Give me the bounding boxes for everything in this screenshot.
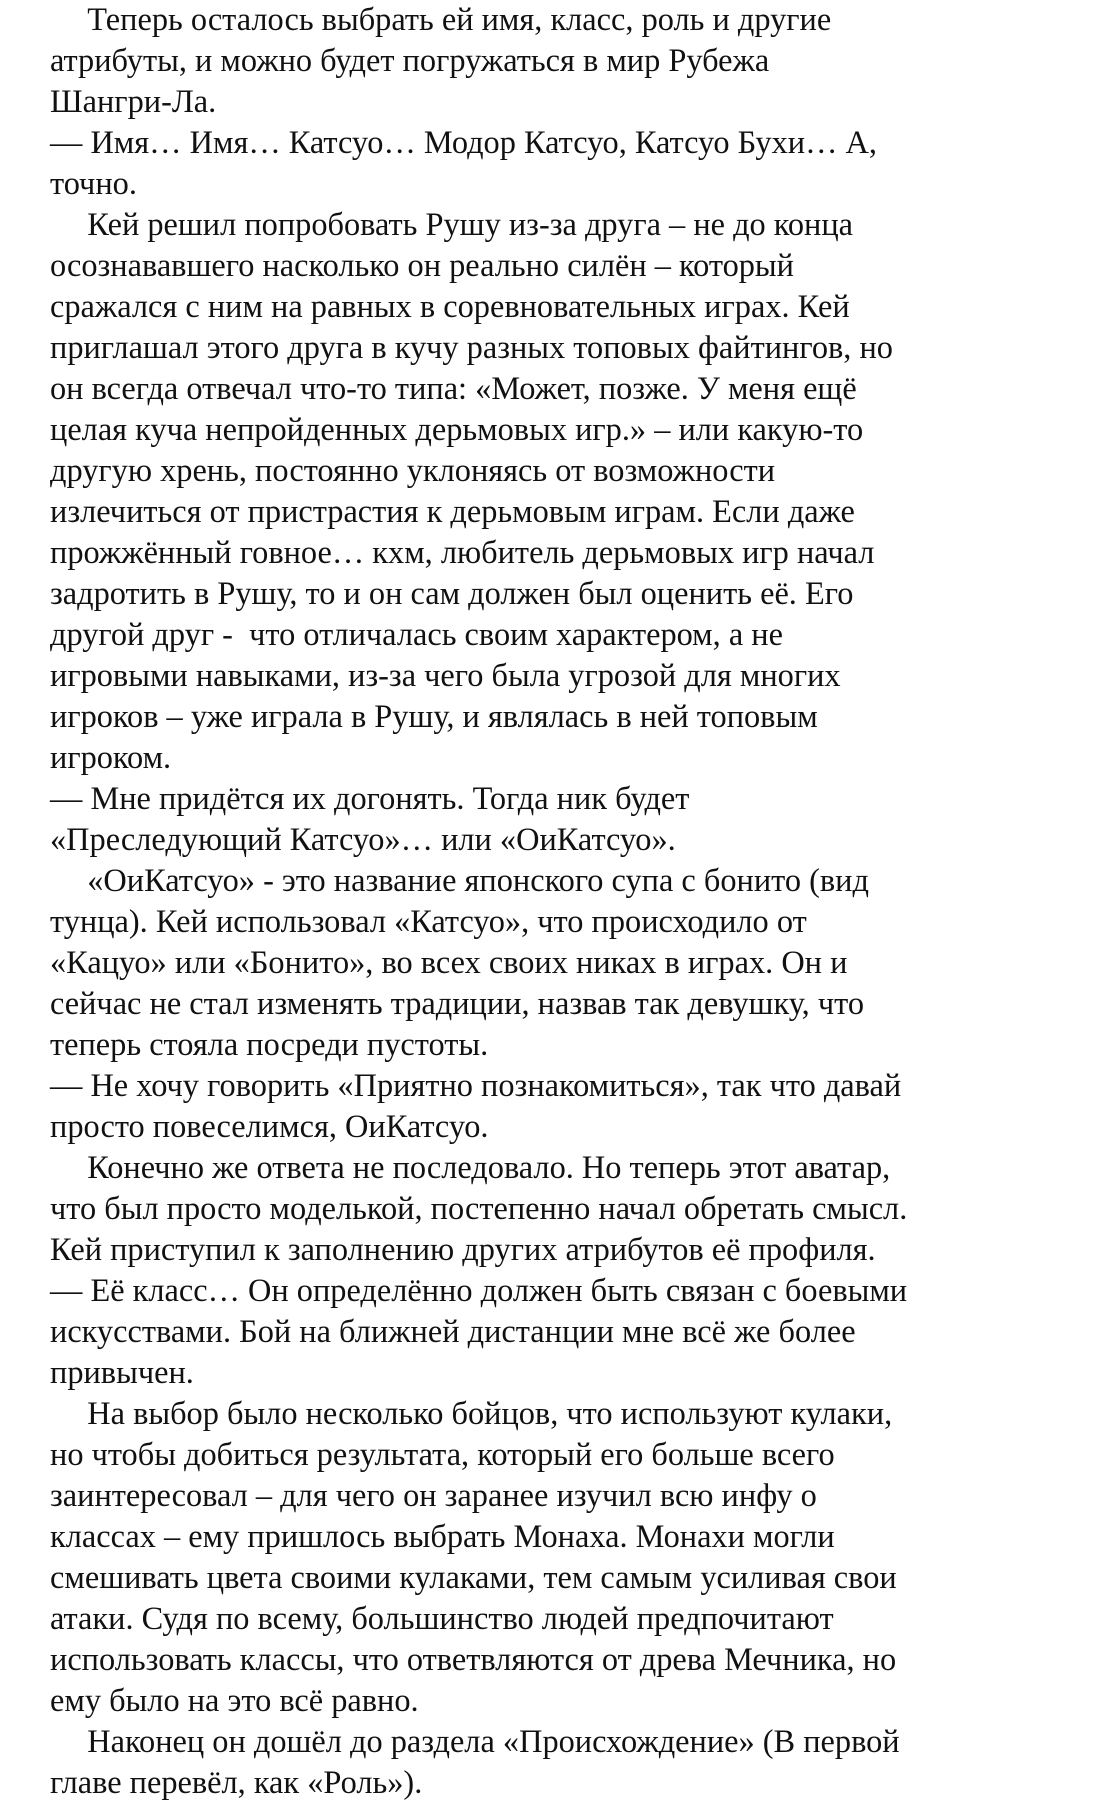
text-line: заинтересовал – для чего он заранее изучил всю инфу о — [50, 1478, 817, 1514]
text-line: целая куча непройденных дерьмовых игр.» – или какую-то — [50, 412, 864, 448]
text-line: теперь стояла посреди пустоты. — [50, 1027, 489, 1063]
text-line: «Кацуо» или «Бонито», во всех своих никах в играх. Он и — [50, 945, 848, 981]
text-line: сражался с ним на равных в соревновательных играх. Кей — [50, 289, 850, 325]
text-line: другой друг - что отличалась своим характером, а не — [50, 617, 783, 653]
text-line: Конечно же ответа не последовало. Но теперь этот аватар, — [87, 1150, 891, 1186]
text-line: но чтобы добиться результата, который его больше всего — [50, 1437, 835, 1473]
text-line: Кей решил попробовать Рушу из-за друга – не до конца — [87, 207, 854, 243]
text-line: искусствами. Бой на ближней дистанции мне всё же более — [50, 1314, 856, 1350]
text-line: Теперь осталось выбрать ей имя, класс, роль и другие — [87, 2, 832, 38]
text-line: главе перевёл, как «Роль»). — [50, 1765, 423, 1801]
text-line: прожжённый говное… кхм, любитель дерьмовых игр начал — [50, 535, 875, 571]
text-line: Наконец он дошёл до раздела «Происхождение» (В первой — [87, 1724, 900, 1760]
text-line: — Имя… Имя… Катсуо… Модор Катсуо, Катсуо Бухи… А, — [50, 125, 877, 161]
text-line: игроком. — [50, 740, 172, 776]
text-line: задротить в Рушу, то и он сам должен был оценить её. Его — [50, 576, 854, 612]
text-line: атаки. Судя по всему, большинство людей предпочитают — [50, 1601, 834, 1637]
text-line: излечиться от пристрастия к дерьмовым играм. Если даже — [50, 494, 855, 530]
text-line: что был просто моделькой, постепенно начал обретать смысл. — [50, 1191, 908, 1227]
text-line: смешивать цвета своими кулаками, тем самым усиливая свои — [50, 1560, 897, 1596]
text-line: использовать классы, что ответвляются от древа Мечника, но — [50, 1642, 897, 1678]
text-line: классах – ему пришлось выбрать Монаха. Монахи могли — [50, 1519, 835, 1555]
text-line: игровыми навыками, из-за чего была угрозой для многих — [50, 658, 841, 694]
text-line: — Не хочу говорить «Приятно познакомиться», так что давай — [50, 1068, 902, 1104]
text-line: атрибуты, и можно будет погружаться в мир Рубежа — [50, 43, 770, 79]
text-line: На выбор было несколько бойцов, что используют кулаки, — [87, 1396, 893, 1432]
text-line: точно. — [50, 166, 137, 202]
text-line: Шангри-Ла. — [50, 84, 217, 120]
text-line: просто повеселимся, ОиКатсуо. — [50, 1109, 489, 1145]
text-line: игроков – уже играла в Рушу, и являлась в ней топовым — [50, 699, 818, 735]
text-line: сейчас не стал изменять традиции, назвав так девушку, что — [50, 986, 865, 1022]
text-line: привычен. — [50, 1355, 194, 1391]
document-page — [50, 0, 1070, 1804]
text-line: тунца). Кей использовал «Катсуо», что происходило от — [50, 904, 807, 940]
text-line: — Мне придётся их догонять. Тогда ник будет — [50, 781, 690, 817]
text-line: — Её класс… Он определённо должен быть связан с боевыми — [50, 1273, 908, 1309]
text-line: ему было на это всё равно. — [50, 1683, 419, 1719]
text-line: приглашал этого друга в кучу разных топовых файтингов, но — [50, 330, 893, 366]
text-line: «Преследующий Катсуо»… или «ОиКатсуо». — [50, 822, 676, 858]
text-line: другую хрень, постоянно уклоняясь от возможности — [50, 453, 776, 489]
text-line: Кей приступил к заполнению других атрибутов её профиля. — [50, 1232, 876, 1268]
text-line: осознававшего насколько он реально силён – который — [50, 248, 794, 284]
text-line: он всегда отвечал что-то типа: «Может, позже. У меня ещё — [50, 371, 857, 407]
text-line: «ОиКатсуо» - это название японского супа с бонито (вид — [87, 863, 869, 899]
